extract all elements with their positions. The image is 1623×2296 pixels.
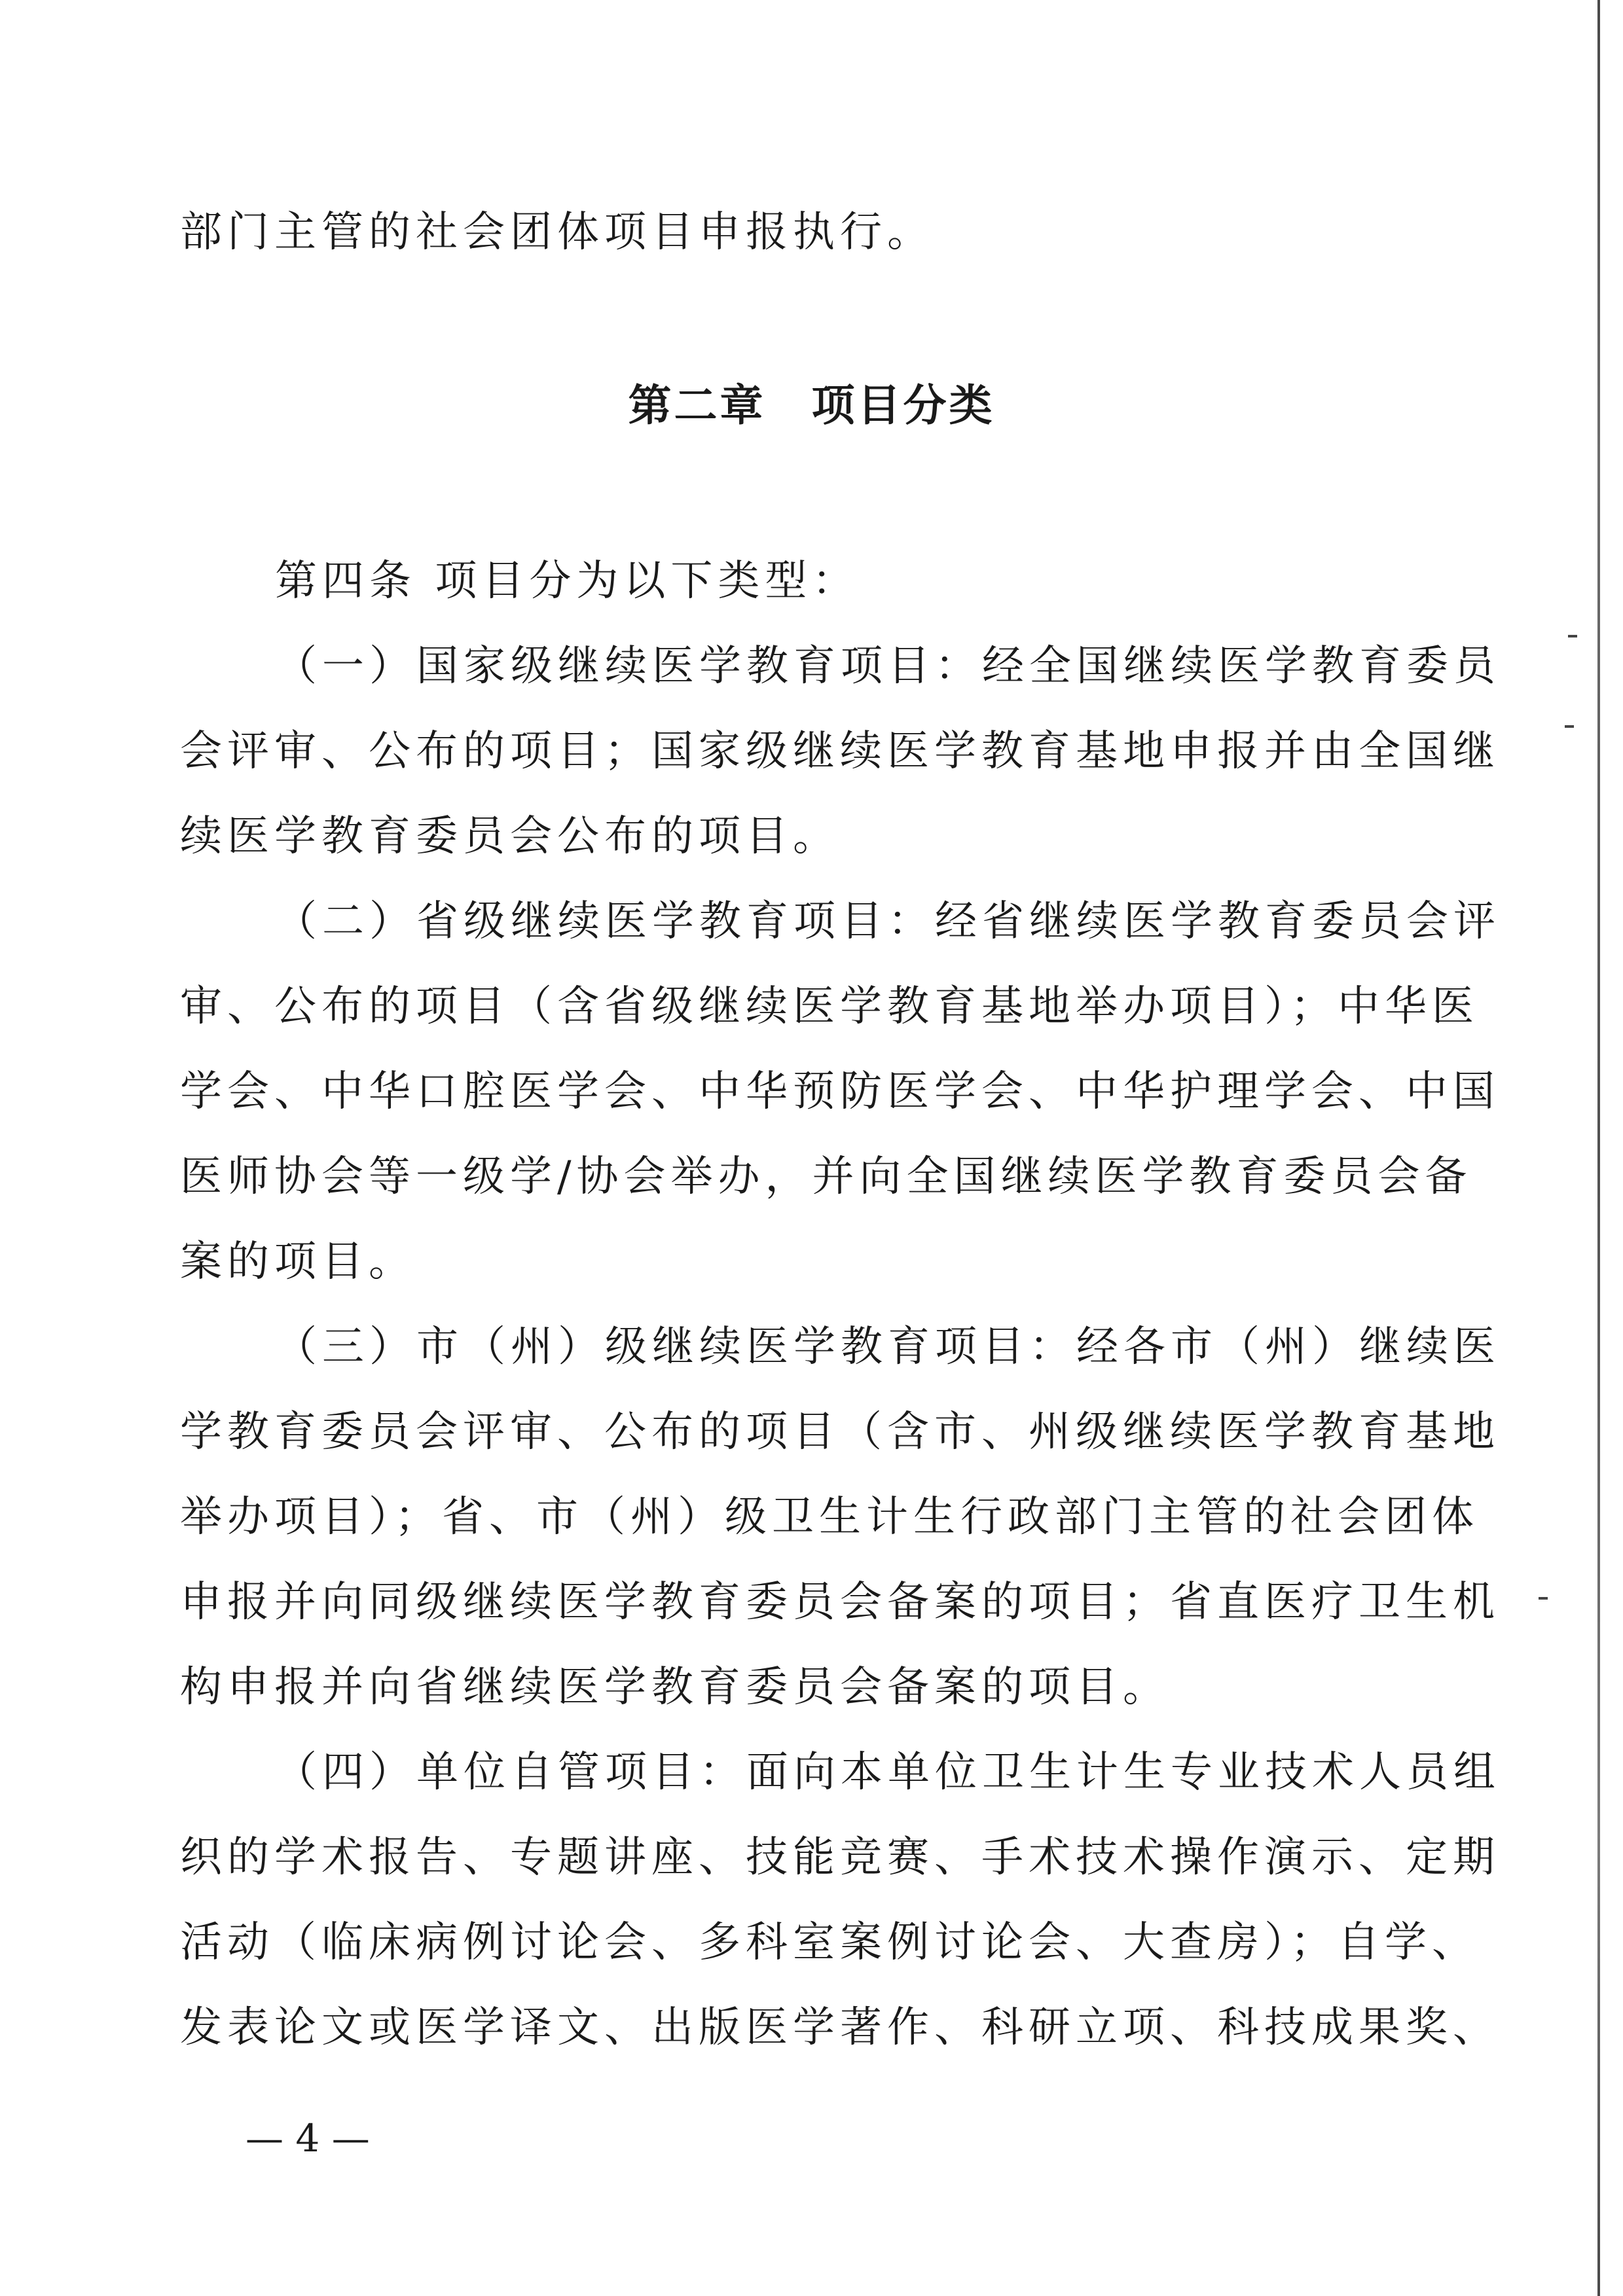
scan-edge-line [1597, 0, 1600, 2296]
paragraph-2-line-1: （二）省级继续医学教育项目：经省继续医学教育委员会评 [275, 897, 1501, 946]
scan-speck [1565, 725, 1574, 728]
paragraph-1-line-2: 会评审、公布的项目；国家级继续医学教育基地申报并由全国继 [180, 727, 1500, 776]
continuation-line: 部门主管的社会团体项目申报执行。 [180, 208, 934, 257]
scan-speck [1568, 635, 1577, 637]
paragraph-1-line-1: （一）国家级继续医学教育项目：经全国继续医学教育委员 [275, 642, 1501, 691]
paragraph-3-line-1: （三）市（州）级继续医学教育项目：经各市（州）继续医 [275, 1323, 1501, 1371]
scan-speck [1539, 1597, 1548, 1600]
paragraph-4-line-2: 织的学术报告、专题讲座、技能竞赛、手术技术操作演示、定期 [180, 1833, 1500, 1882]
article-intro: 第四条 项目分为以下类型： [275, 557, 860, 605]
paragraph-3-line-5: 构申报并向省继续医学教育委员会备案的项目。 [180, 1663, 1170, 1712]
page-number: — 4 — [246, 2116, 370, 2161]
paragraph-3-line-4: 申报并向同级继续医学教育委员会备案的项目；省直医疗卫生机 [180, 1578, 1500, 1626]
chapter-title: 第二章 项目分类 [628, 380, 995, 431]
paragraph-4-line-3: 活动（临床病例讨论会、多科室案例讨论会、大查房）；自学、 [180, 1918, 1479, 1967]
paragraph-3-line-3: 举办项目）；省、市（州）级卫生计生行政部门主管的社会团体 [180, 1493, 1479, 1541]
paragraph-2-line-3: 学会、中华口腔医学会、中华预防医学会、中华护理学会、中国 [180, 1067, 1500, 1116]
paragraph-3-line-2: 学教育委员会评审、公布的项目（含市、州级继续医学教育基地 [180, 1408, 1500, 1456]
paragraph-2-line-5: 案的项目。 [180, 1238, 416, 1286]
paragraph-4-line-1: （四）单位自管项目：面向本单位卫生计生专业技术人员组 [275, 1748, 1501, 1797]
paragraph-1-line-3: 续医学教育委员会公布的项目。 [180, 812, 840, 861]
paragraph-2-line-4: 医师协会等一级学/协会举办，并向全国继续医学教育委员会备 [180, 1153, 1472, 1201]
paragraph-2-line-2: 审、公布的项目（含省级继续医学教育基地举办项目）；中华医 [180, 982, 1479, 1031]
paragraph-4-line-4: 发表论文或医学译文、出版医学著作、科研立项、科技成果奖、 [180, 2003, 1500, 2052]
